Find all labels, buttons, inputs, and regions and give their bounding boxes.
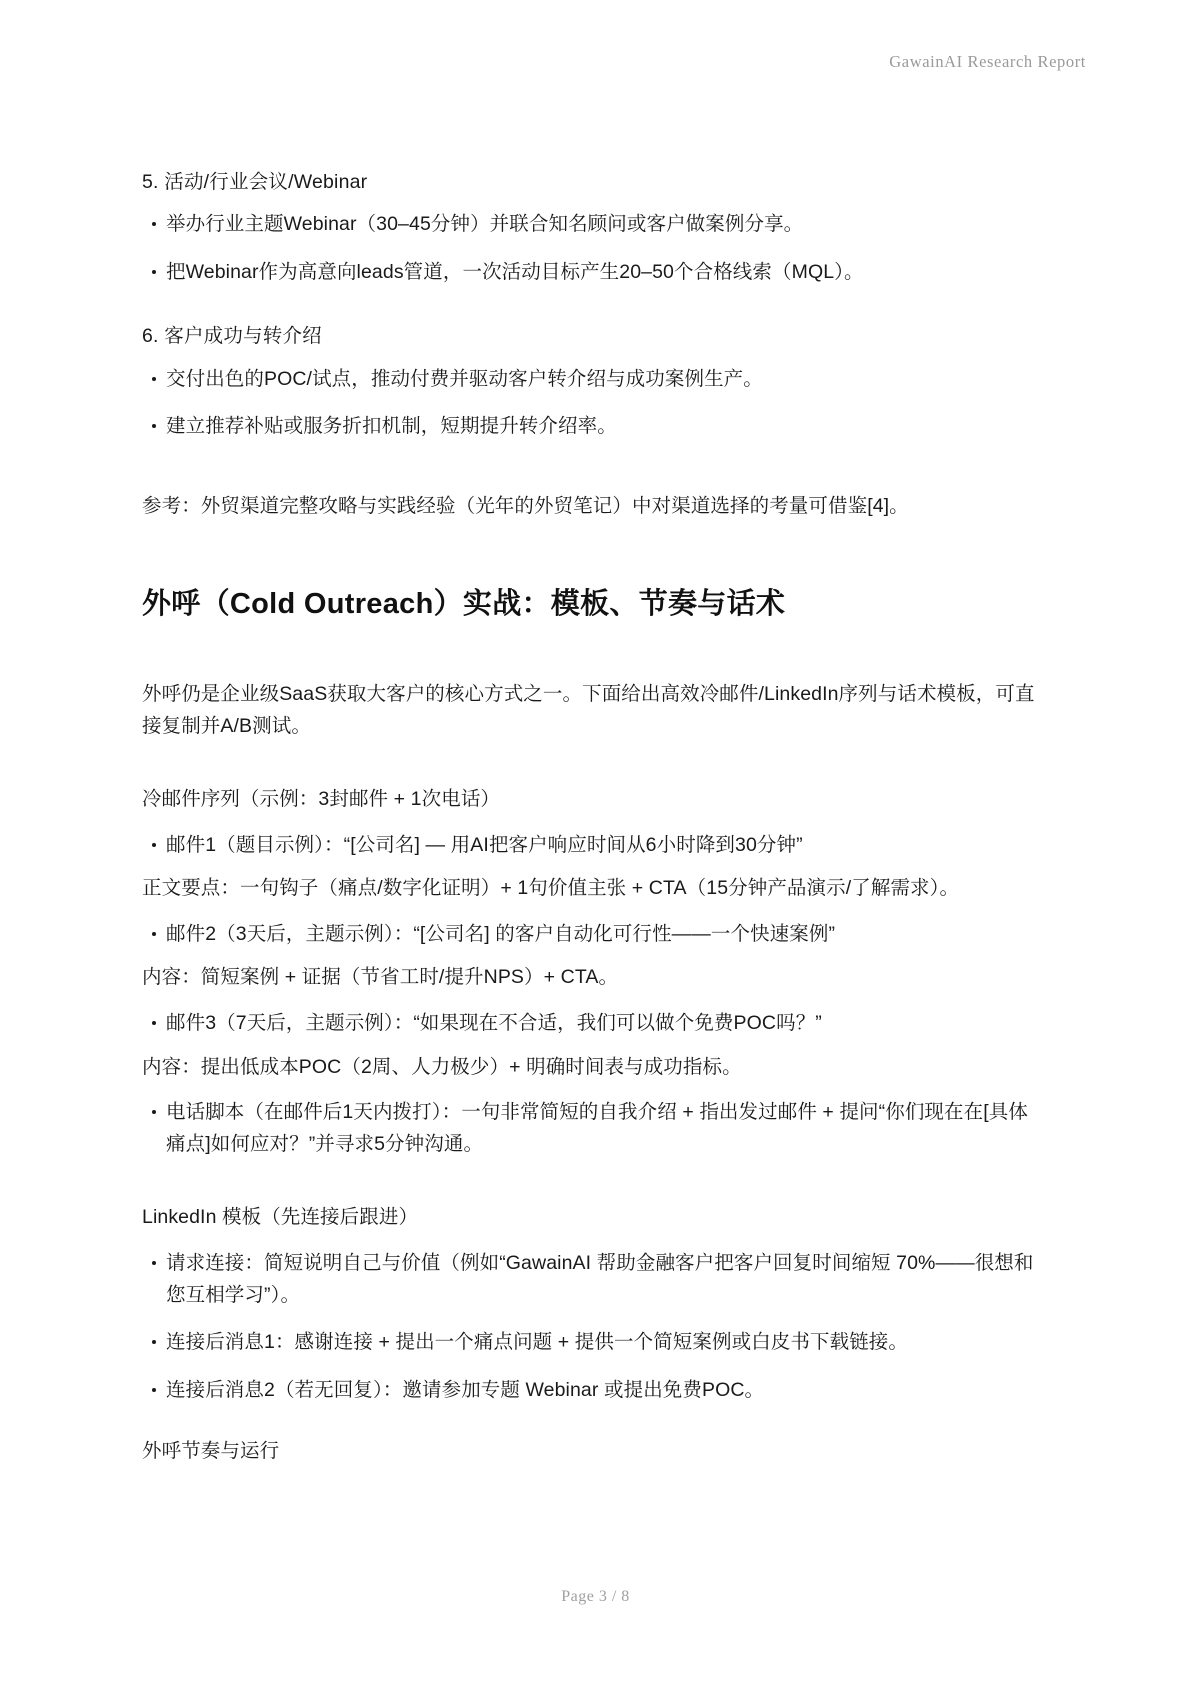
email2-note: 内容：简短案例 + 证据（节省工时/提升NPS）+ CTA。 bbox=[142, 966, 619, 989]
bullet-list-email1 bbox=[142, 830, 1042, 862]
bullet-list-email2 bbox=[142, 919, 1042, 951]
list-item: 连接后消息2（若无回复）：邀请参加专题 Webinar 或提出免费POC。 bbox=[142, 1375, 1042, 1407]
document-content bbox=[142, 168, 1042, 1482]
list-item: 把Webinar作为高意向leads管道，一次活动目标产生20–50个合格线索（MQL）。 bbox=[142, 257, 1042, 289]
list-item: 交付出色的POC/试点，推动付费并驱动客户转介绍与成功案例生产。 bbox=[142, 364, 1042, 396]
spacer bbox=[142, 1172, 1042, 1202]
email1-note: 正文要点：一句钩子（痛点/数字化证明）+ 1句价值主张 + CTA（15分钟产品演示/了解需求）。 bbox=[142, 877, 960, 900]
cadence-lead: 外呼节奏与运行 bbox=[142, 1440, 280, 1463]
list-item: 邮件1（题目示例）：“[公司名] — 用AI把客户响应时间从6小时降到30分钟” bbox=[142, 830, 1042, 862]
cold-outreach-intro: 外呼仍是企业级SaaS获取大客户的核心方式之一。下面给出高效冷邮件/LinkedIn序列与话术模板，可直接复制并A/B测试。 bbox=[142, 682, 1035, 737]
bullet-list-events bbox=[142, 209, 1042, 288]
list-item: 邮件2（3天后，主题示例）：“[公司名] 的客户自动化可行性——一个快速案例” bbox=[142, 919, 1042, 951]
running-header: GawainAI Research Report bbox=[889, 52, 1086, 71]
list-item: 邮件3（7天后，主题示例）：“如果现在不合适，我们可以做个免费POC吗？” bbox=[142, 1008, 1042, 1040]
spacer bbox=[142, 288, 1042, 322]
list-item: 举办行业主题Webinar（30–45分钟）并联合知名顾问或客户做案例分享。 bbox=[142, 209, 1042, 241]
bullet-list-customer-success bbox=[142, 364, 1042, 443]
bullet-list-phone-script bbox=[142, 1097, 1042, 1160]
spacer bbox=[142, 522, 1042, 584]
linkedin-lead: LinkedIn 模板（先连接后跟进） bbox=[142, 1206, 419, 1229]
spacer bbox=[142, 742, 1042, 784]
section-heading-customer-success: 6. 客户成功与转介绍 bbox=[142, 325, 322, 348]
page-title-cold-outreach: 外呼（Cold Outreach）实战：模板、节奏与话术 bbox=[142, 588, 786, 621]
page-footer: Page 3 / 8 bbox=[561, 1588, 630, 1605]
email3-note: 内容：提出低成本POC（2周、人力极少）+ 明确时间表与成功指标。 bbox=[142, 1055, 742, 1078]
list-item: 建立推荐补贴或服务折扣机制，短期提升转介绍率。 bbox=[142, 411, 1042, 443]
spacer bbox=[142, 625, 1042, 679]
reference-note: 参考：外贸渠道完整攻略与实践经验（光年的外贸笔记）中对渠道选择的考量可借鉴[4]。 bbox=[142, 494, 909, 517]
spacer bbox=[142, 1406, 1042, 1436]
spacer bbox=[142, 443, 1042, 491]
section-heading-events: 5. 活动/行业会议/Webinar bbox=[142, 171, 368, 193]
list-item: 连接后消息1：感谢连接 + 提出一个痛点问题 + 提供一个简短案例或白皮书下载链接。 bbox=[142, 1327, 1042, 1359]
bullet-list-email3 bbox=[142, 1008, 1042, 1040]
list-item: 电话脚本（在邮件后1天内拨打）：一句非常简短的自我介绍 + 指出发过邮件 + 提问“你们现在在[具体痛点]如何应对？”并寻求5分钟沟通。 bbox=[142, 1097, 1042, 1160]
bullet-list-linkedin bbox=[142, 1248, 1042, 1406]
list-item: 请求连接：简短说明自己与价值（例如“GawainAI 帮助金融客户把客户回复时间缩短 70%——很想和您互相学习”）。 bbox=[142, 1248, 1042, 1311]
email-sequence-lead: 冷邮件序列（示例：3封邮件 + 1次电话） bbox=[142, 788, 501, 811]
